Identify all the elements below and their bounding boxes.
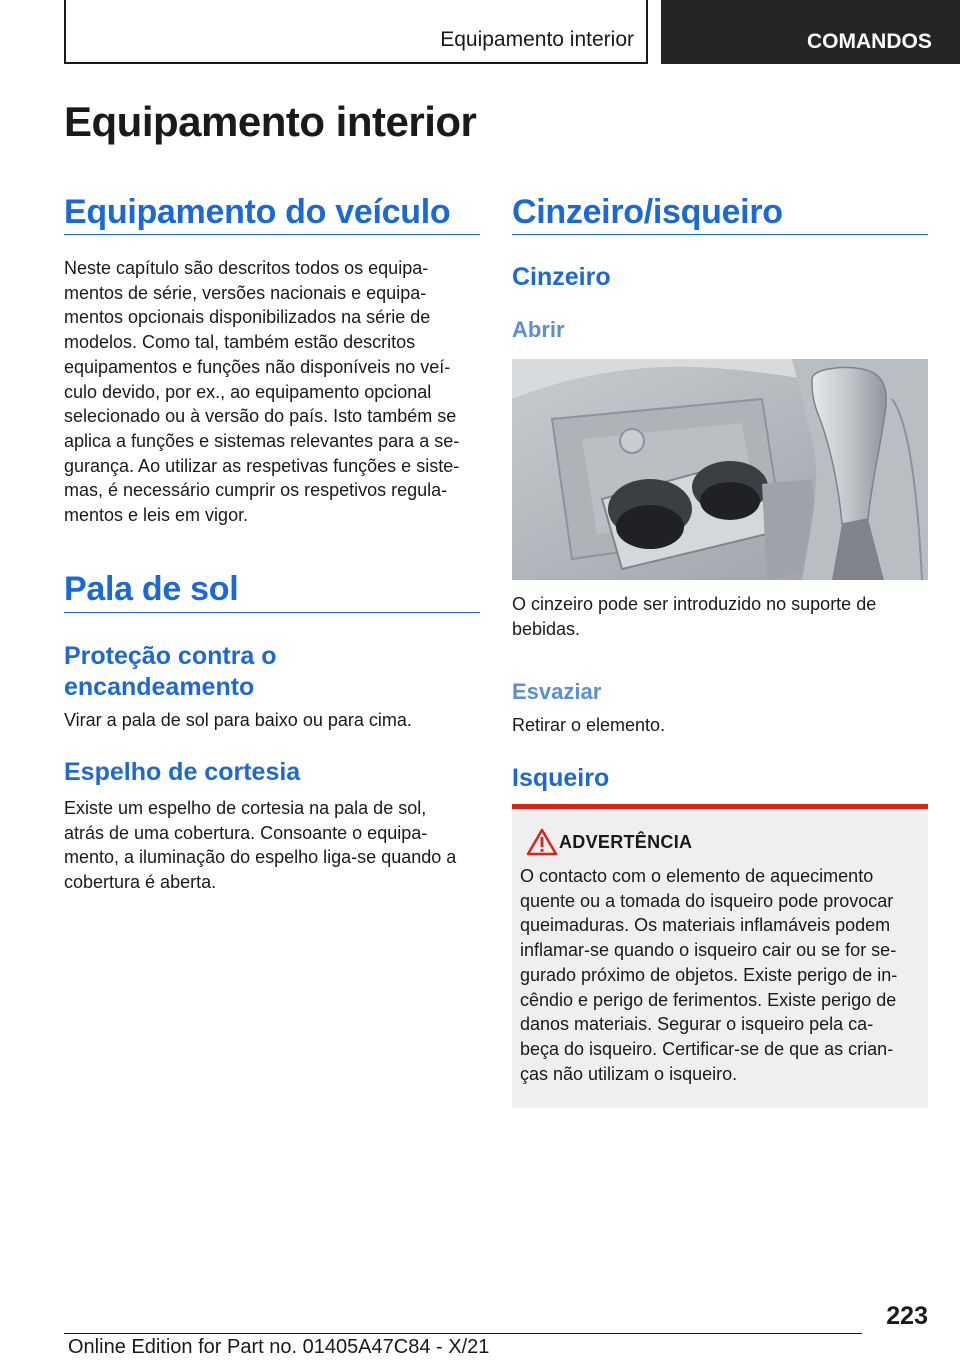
heading-cinzeiro-isqueiro: Cinzeiro/isqueiro [512, 193, 783, 231]
paragraph-espelho [64, 796, 484, 895]
page-title: Equipamento interior [64, 98, 477, 145]
heading-rule [64, 612, 480, 613]
heading-esvaziar: Esvaziar [512, 679, 602, 704]
footer-edition: Online Edition for Part no. 01405A47C84 - X/21 [68, 1336, 490, 1358]
heading-rule [512, 234, 928, 235]
footer-rule [64, 1333, 862, 1334]
text-line: atrás de uma cobertura. Consoante o equipa- [64, 822, 428, 843]
text-line: gurança. Ao utilizar as respetivas funções e siste- [64, 455, 460, 476]
text-line: gurado próximo de objetos. Existe perigo de in- [520, 964, 898, 985]
heading-pala-de-sol: Pala de sol [64, 570, 239, 608]
text-line: Neste capítulo são descritos todos os equipa- [64, 258, 429, 278]
text-line: selecionado ou à versão do país. Isto também se [64, 406, 457, 427]
warning-title: ADVERTÊNCIA [559, 832, 693, 852]
heading-protecao [64, 641, 277, 703]
page-number: 223 [886, 1302, 928, 1330]
text-line: queimaduras. Os materiais inflamáveis podem [520, 915, 891, 936]
heading-abrir: Abrir [512, 317, 565, 342]
heading-line: encandeamento [64, 673, 255, 701]
text-line: aplica a funções e sistemas relevantes para a se- [64, 430, 460, 451]
text-line: bebidas. [512, 618, 581, 639]
text-line: mentos opcionais disponibilizados na série de [64, 307, 431, 328]
text-line: O cinzeiro pode ser introduzido no suporte de [512, 594, 877, 614]
running-header-box [64, 0, 648, 64]
chapter-tab [661, 0, 960, 64]
text-line: cêndio e perigo de ferimentos. Existe perigo de [520, 989, 897, 1010]
text-line: ças não utilizam o isqueiro. [520, 1063, 738, 1084]
running-header-section: Equipamento interior [440, 28, 634, 51]
heading-espelho: Espelho de cortesia [64, 758, 301, 786]
warning-box [512, 804, 928, 1108]
paragraph-equipamento [64, 256, 484, 528]
paragraph-esvaziar: Retirar o elemento. [512, 715, 666, 735]
text-line: equipamentos e funções não disponíveis no veí- [64, 356, 451, 377]
text-line: culo devido, por ex., ao equipamento opcional [64, 381, 432, 402]
paragraph-protecao: Virar a pala de sol para baixo ou para cima. [64, 710, 412, 730]
text-line: modelos. Como tal, também estão descritos [64, 332, 416, 353]
cupholder-ashtray-photo [512, 359, 928, 580]
heading-line: Proteção contra o [64, 642, 277, 670]
text-line: cobertura é aberta. [64, 872, 217, 893]
text-line: quente ou a tomada do isqueiro pode provocar [520, 890, 894, 911]
text-line: mas, é necessário cumprir os respetivos regula- [64, 480, 448, 501]
text-line: mentos de série, versões nacionais e equipa- [64, 282, 427, 303]
warning-bar [512, 804, 928, 809]
text-line: inflamar-se quando o isqueiro cair ou se for se- [520, 940, 897, 961]
heading-cinzeiro: Cinzeiro [512, 263, 611, 291]
heading-rule [64, 234, 480, 235]
warning-triangle-icon [526, 828, 558, 856]
heading-equipamento-veiculo: Equipamento do veículo [64, 193, 451, 231]
text-line: beça do isqueiro. Certificar-se de que as crian- [520, 1038, 894, 1059]
text-line: danos materiais. Segurar o isqueiro pela ca- [520, 1014, 874, 1035]
chapter-tab-label: COMANDOS [807, 30, 932, 53]
text-line: mento, a iluminação do espelho liga-se quando a [64, 847, 457, 868]
text-line: Existe um espelho de cortesia na pala de sol, [64, 798, 427, 818]
text-line: mentos e leis em vigor. [64, 505, 249, 526]
paragraph-cinzeiro [512, 592, 932, 641]
heading-isqueiro: Isqueiro [512, 764, 610, 792]
warning-text [520, 864, 924, 1086]
text-line: O contacto com o elemento de aquecimento [520, 866, 874, 886]
